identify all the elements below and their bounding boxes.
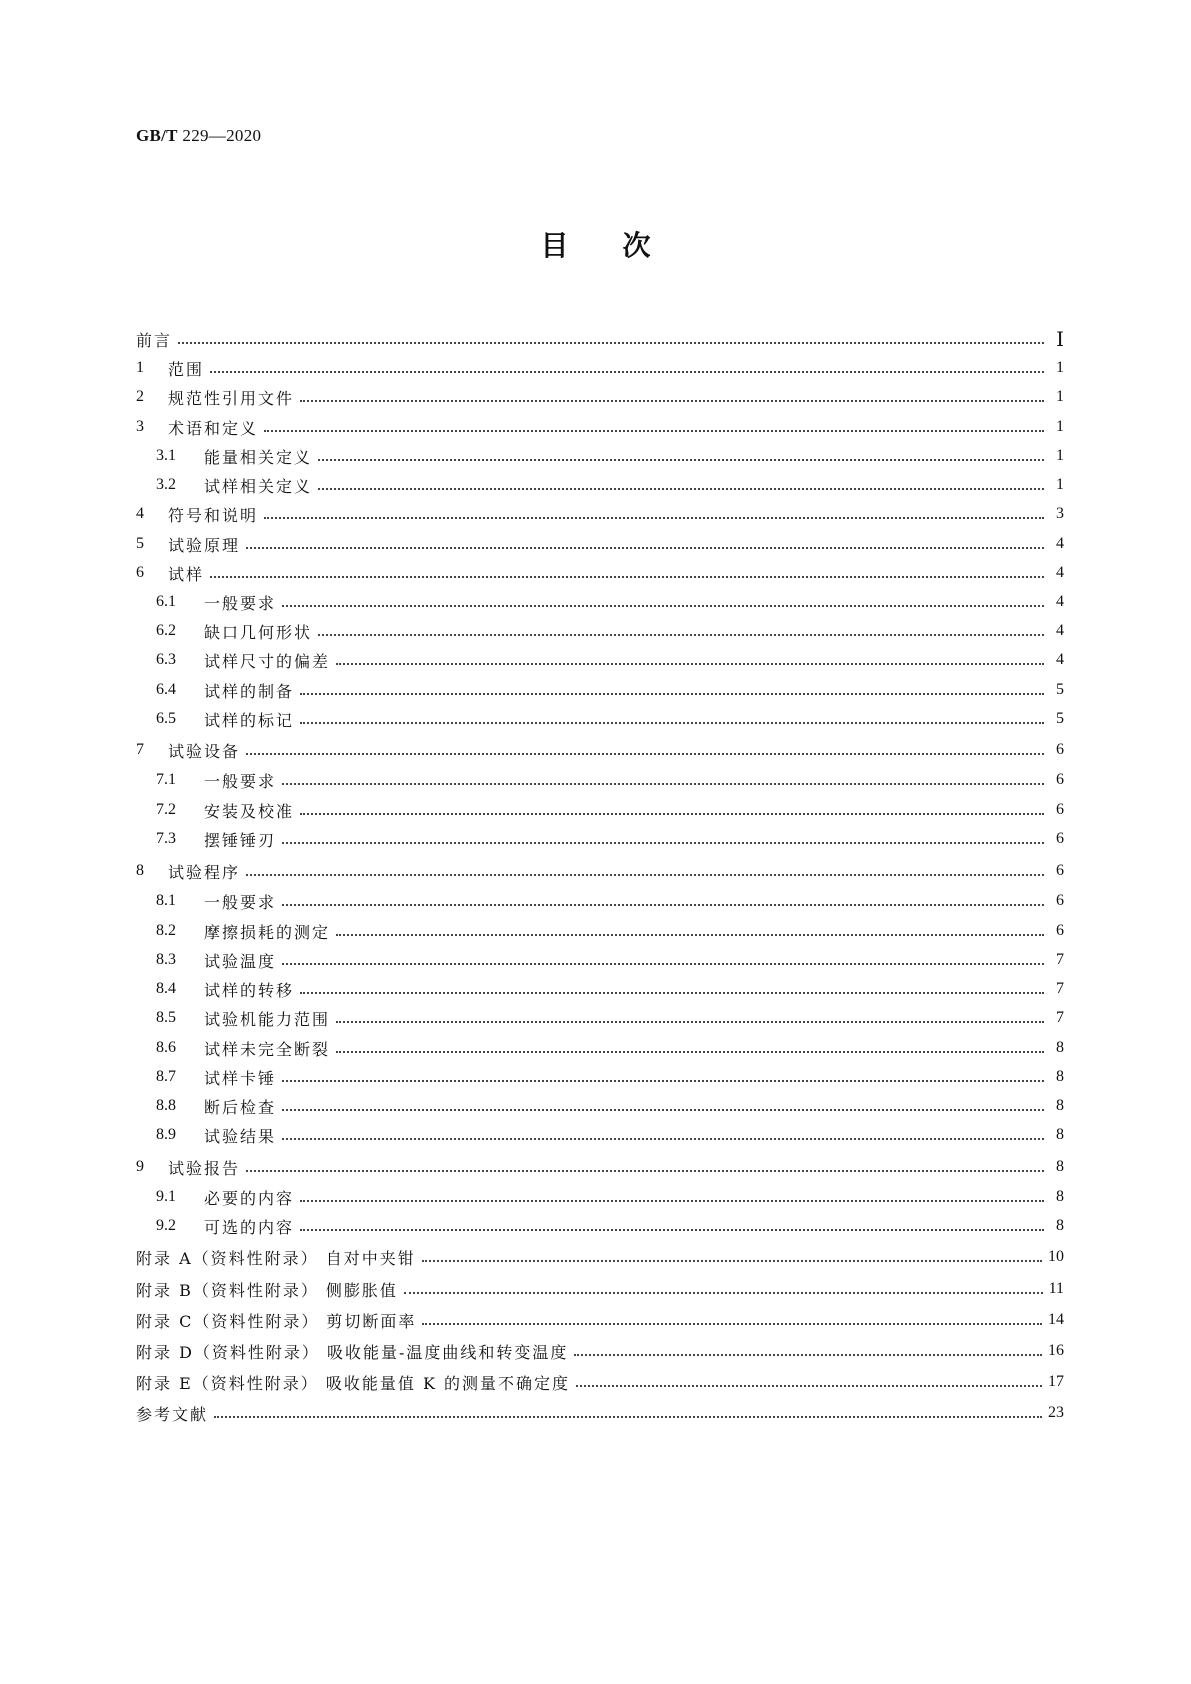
toc-entry[interactable] <box>136 1307 1064 1333</box>
toc-entry[interactable] <box>136 414 1064 440</box>
toc-entry-number: 2 <box>136 388 144 405</box>
toc-entry[interactable] <box>136 531 1064 557</box>
toc-entry[interactable] <box>156 706 1064 732</box>
toc-entry[interactable] <box>136 1276 1064 1302</box>
toc-leader-dots <box>318 443 1044 469</box>
toc-entry-label: 附录 C（资料性附录） 剪切断面率 <box>136 1311 417 1331</box>
toc-leader-dots <box>422 1307 1042 1333</box>
toc-leader-dots <box>300 706 1044 732</box>
toc-entry[interactable] <box>136 384 1064 410</box>
toc-leader-dots <box>210 355 1044 381</box>
toc-leader-dots <box>576 1369 1042 1395</box>
toc-entry-label: 安装及校准 <box>204 801 295 821</box>
toc-entry-label: 试样尺寸的偏差 <box>204 651 331 671</box>
toc-entry[interactable] <box>136 560 1064 586</box>
toc-entry-label: 一般要求 <box>204 892 277 912</box>
toc-entry-number: 1 <box>136 359 144 376</box>
toc-entry-number: 3.1 <box>156 447 176 464</box>
toc-entry-label: 能量相关定义 <box>204 447 313 467</box>
toc-entry-page: 11 <box>1048 1280 1064 1297</box>
toc-entry[interactable] <box>156 767 1064 793</box>
toc-entry-page: 7 <box>1056 951 1064 968</box>
toc-entry[interactable] <box>156 1093 1064 1119</box>
toc-entry-page: 8 <box>1056 1188 1064 1205</box>
toc-leader-dots <box>300 384 1044 410</box>
toc-entry-page: 4 <box>1056 593 1064 610</box>
toc-entry-number: 4 <box>136 505 144 522</box>
toc-entry-page: 16 <box>1048 1342 1064 1359</box>
toc-leader-dots <box>300 1184 1044 1210</box>
toc-entry-page: 8 <box>1056 1068 1064 1085</box>
toc-entry-page: 8 <box>1056 1126 1064 1143</box>
toc-entry-page: 6 <box>1056 741 1064 758</box>
toc-entry[interactable] <box>136 858 1064 884</box>
toc-leader-dots <box>246 858 1044 884</box>
toc-entry-page: 23 <box>1048 1404 1064 1421</box>
toc-entry-page: 6 <box>1056 830 1064 847</box>
toc-entry-label: 一般要求 <box>204 593 277 613</box>
toc-leader-dots <box>282 947 1044 973</box>
toc-title <box>0 228 1191 264</box>
toc-title-char-1: 目 <box>540 229 569 262</box>
toc-entry-page: 5 <box>1056 710 1064 727</box>
toc-entry[interactable] <box>136 355 1064 381</box>
toc-entry-number: 8 <box>136 862 144 879</box>
toc-entry-number: 7.3 <box>156 830 176 847</box>
toc-entry[interactable] <box>136 501 1064 527</box>
toc-leader-dots <box>178 326 1044 352</box>
toc-entry-number: 9.2 <box>156 1217 176 1234</box>
toc-entry-number: 8.5 <box>156 1009 176 1026</box>
toc-entry-label: 试样 <box>168 564 205 584</box>
toc-entry-number: 9 <box>136 1158 144 1175</box>
toc-entry-label: 参考文献 <box>136 1404 209 1424</box>
toc-entry[interactable] <box>156 443 1064 469</box>
toc-leader-dots <box>300 677 1044 703</box>
toc-leader-dots <box>300 797 1044 823</box>
toc-leader-dots <box>336 1005 1044 1031</box>
toc-entry-page: 8 <box>1056 1097 1064 1114</box>
toc-entry-number: 8.2 <box>156 922 176 939</box>
toc-leader-dots <box>300 976 1044 1002</box>
toc-leader-dots <box>422 1244 1042 1270</box>
toc-entry-number: 6.4 <box>156 681 176 698</box>
toc-entry-page: Ⅰ <box>1056 328 1064 351</box>
toc-entry-page: 1 <box>1056 388 1064 405</box>
toc-entry-label: 必要的内容 <box>204 1188 295 1208</box>
toc-leader-dots <box>282 1064 1044 1090</box>
toc-leader-dots <box>574 1338 1042 1364</box>
toc-entry-page: 8 <box>1056 1039 1064 1056</box>
toc-entry-page: 3 <box>1056 505 1064 522</box>
toc-leader-dots <box>336 1035 1044 1061</box>
toc-entry-label: 试验机能力范围 <box>204 1009 331 1029</box>
toc-entry-label: 一般要求 <box>204 771 277 791</box>
toc-entry-number: 8.4 <box>156 980 176 997</box>
toc-entry-label: 断后检查 <box>204 1097 277 1117</box>
toc-entry-number: 6.5 <box>156 710 176 727</box>
toc-entry[interactable] <box>136 737 1064 763</box>
toc-entry-page: 1 <box>1056 447 1064 464</box>
toc-leader-dots <box>210 560 1044 586</box>
toc-entry-number: 3 <box>136 418 144 435</box>
toc-entry[interactable] <box>156 797 1064 823</box>
toc-entry-page: 7 <box>1056 980 1064 997</box>
standard-code-prefix: GB/T <box>136 126 178 145</box>
toc-entry-number: 9.1 <box>156 1188 176 1205</box>
toc-entry-page: 10 <box>1048 1248 1064 1265</box>
toc-entry-number: 6.3 <box>156 651 176 668</box>
toc-entry-label: 前言 <box>136 330 173 350</box>
toc-entry[interactable] <box>156 976 1064 1002</box>
toc-entry[interactable] <box>156 826 1064 852</box>
toc-entry-label: 范围 <box>168 359 205 379</box>
toc-entry-label: 试样未完全断裂 <box>204 1039 331 1059</box>
toc-entry-page: 14 <box>1048 1311 1064 1328</box>
toc-entry-number: 8.7 <box>156 1068 176 1085</box>
toc-entry-page: 6 <box>1056 862 1064 879</box>
toc-entry-number: 8.9 <box>156 1126 176 1143</box>
toc-leader-dots <box>264 501 1044 527</box>
toc-entry[interactable] <box>136 1369 1064 1395</box>
standard-code-number: 229—2020 <box>182 126 262 145</box>
toc-leader-dots <box>246 1154 1044 1180</box>
toc-leader-dots <box>336 647 1044 673</box>
toc-entry-label: 试样的标记 <box>204 710 295 730</box>
toc-entry[interactable] <box>136 1338 1064 1364</box>
toc-leader-dots <box>282 767 1044 793</box>
toc-entry-label: 试样的制备 <box>204 681 295 701</box>
toc-leader-dots <box>282 1122 1044 1148</box>
toc-leader-dots <box>336 918 1044 944</box>
toc-entry-page: 8 <box>1056 1217 1064 1234</box>
toc-entry-number: 7.2 <box>156 801 176 818</box>
toc-entry-number: 7.1 <box>156 771 176 788</box>
toc-entry[interactable] <box>156 1122 1064 1148</box>
toc-leader-dots <box>282 589 1044 615</box>
toc-entry-number: 8.8 <box>156 1097 176 1114</box>
toc-leader-dots <box>282 826 1044 852</box>
toc-entry-label: 试验报告 <box>168 1158 241 1178</box>
toc-leader-dots <box>214 1400 1042 1426</box>
toc-entry-page: 6 <box>1056 801 1064 818</box>
toc-entry[interactable] <box>156 618 1064 644</box>
toc-leader-dots <box>246 531 1044 557</box>
toc-entry-number: 6.2 <box>156 622 176 639</box>
toc-entry-number: 8.1 <box>156 892 176 909</box>
toc-entry-label: 摩擦损耗的测定 <box>204 922 331 942</box>
toc-entry-page: 1 <box>1056 359 1064 376</box>
toc-entry-label: 试样卡锤 <box>204 1068 277 1088</box>
toc-entry[interactable] <box>156 472 1064 498</box>
toc-entry-label: 符号和说明 <box>168 505 259 525</box>
toc-entry-label: 附录 D（资料性附录） 吸收能量-温度曲线和转变温度 <box>136 1342 569 1362</box>
toc-entry[interactable] <box>156 1184 1064 1210</box>
toc-entry-number: 8.3 <box>156 951 176 968</box>
toc-entry-page: 4 <box>1056 564 1064 581</box>
toc-entry[interactable] <box>156 947 1064 973</box>
toc-leader-dots <box>318 618 1044 644</box>
toc-entry-page: 4 <box>1056 535 1064 552</box>
toc-entry[interactable] <box>156 1035 1064 1061</box>
toc-leader-dots <box>264 414 1044 440</box>
toc-entry-number: 3.2 <box>156 476 176 493</box>
toc-entry[interactable] <box>156 677 1064 703</box>
standard-code <box>136 126 261 146</box>
toc-entry-label: 附录 A（资料性附录） 自对中夹钳 <box>136 1248 416 1268</box>
toc-entry-page: 6 <box>1056 922 1064 939</box>
toc-entry[interactable] <box>136 326 1064 352</box>
toc-entry-page: 8 <box>1056 1158 1064 1175</box>
toc-entry[interactable] <box>156 1005 1064 1031</box>
toc-entry[interactable] <box>156 918 1064 944</box>
toc-leader-dots <box>282 1093 1044 1119</box>
toc-entry[interactable] <box>156 1064 1064 1090</box>
toc-entry-page: 6 <box>1056 771 1064 788</box>
toc-entry[interactable] <box>156 647 1064 673</box>
toc-entry-label: 摆锤锤刃 <box>204 830 277 850</box>
toc-entry-number: 7 <box>136 741 144 758</box>
toc-entry-page: 17 <box>1048 1373 1064 1390</box>
toc-leader-dots <box>246 737 1044 763</box>
toc-entry-label: 缺口几何形状 <box>204 622 313 642</box>
toc-entry-page: 1 <box>1056 418 1064 435</box>
toc-entry-label: 试样的转移 <box>204 980 295 1000</box>
toc-leader-dots <box>404 1276 1043 1302</box>
toc-leader-dots <box>282 888 1044 914</box>
toc-entry-page: 6 <box>1056 892 1064 909</box>
toc-entry[interactable] <box>136 1244 1064 1270</box>
toc-entry-number: 5 <box>136 535 144 552</box>
toc-entry-label: 试样相关定义 <box>204 476 313 496</box>
toc-entry-number: 8.6 <box>156 1039 176 1056</box>
toc-entry-page: 7 <box>1056 1009 1064 1026</box>
toc-entry-label: 规范性引用文件 <box>168 388 295 408</box>
toc-entry-label: 试验结果 <box>204 1126 277 1146</box>
toc-entry-page: 1 <box>1056 476 1064 493</box>
toc-entry[interactable] <box>156 888 1064 914</box>
toc-entry-page: 4 <box>1056 622 1064 639</box>
toc-entry-page: 4 <box>1056 651 1064 668</box>
toc-entry-label: 试验设备 <box>168 741 241 761</box>
toc-entry-number: 6.1 <box>156 593 176 610</box>
toc-leader-dots <box>318 472 1044 498</box>
toc-entry-number: 6 <box>136 564 144 581</box>
toc-entry-label: 附录 E（资料性附录） 吸收能量值 K 的测量不确定度 <box>136 1373 570 1393</box>
toc-entry[interactable] <box>156 1213 1064 1239</box>
toc-entry-label: 可选的内容 <box>204 1217 295 1237</box>
toc-entry-label: 试验原理 <box>168 535 241 555</box>
toc-entry[interactable] <box>136 1400 1064 1426</box>
toc-entry-label: 术语和定义 <box>168 418 259 438</box>
toc-leader-dots <box>300 1213 1044 1239</box>
toc-entry-label: 试验温度 <box>204 951 277 971</box>
toc-entry-label: 附录 B（资料性附录） 侧膨胀值 <box>136 1280 398 1300</box>
toc-entry-label: 试验程序 <box>168 862 241 882</box>
toc-entry[interactable] <box>136 1154 1064 1180</box>
toc-entry[interactable] <box>156 589 1064 615</box>
toc-entry-page: 5 <box>1056 681 1064 698</box>
toc-title-char-2: 次 <box>622 229 651 262</box>
